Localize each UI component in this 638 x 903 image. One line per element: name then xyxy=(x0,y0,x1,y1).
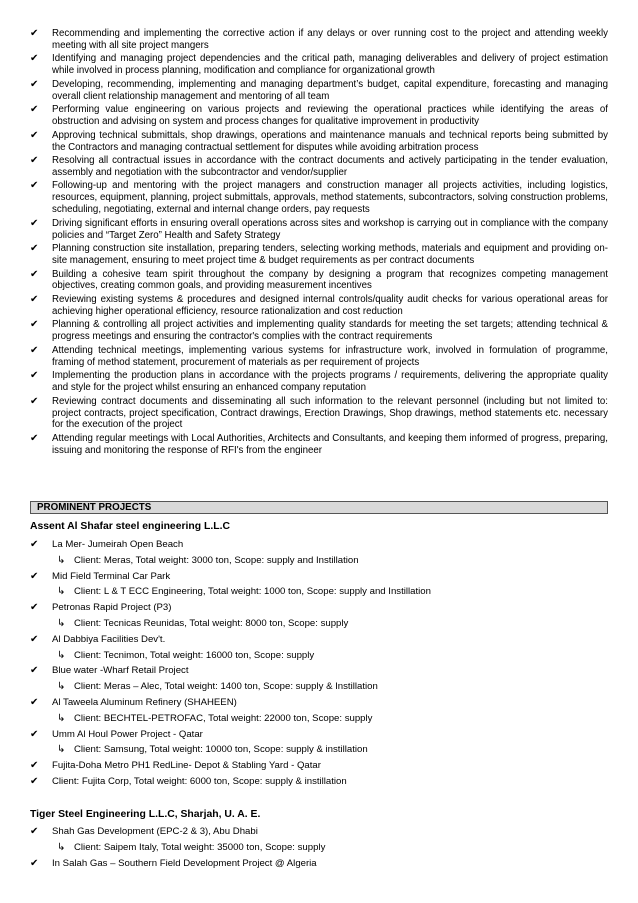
client-detail: ↳ Client: Meras – Alec, Total weight: 1400 ton, Scope: supply & Instillation xyxy=(30,679,608,695)
check-mark-icon: ✔ xyxy=(30,665,39,677)
check-mark-icon: ✔ xyxy=(30,602,39,614)
list-item: ✔ Attending regular meetings with Local Authorities, Architects and Consultants, and keeping them informed of progress, preparing, issuing and monitoring the response of RFI's from the engineer xyxy=(30,432,608,456)
check-mark-icon: ✔ xyxy=(30,633,39,645)
check-mark-icon: ✔ xyxy=(30,760,39,772)
check-mark-icon: ✔ xyxy=(30,155,39,167)
project-item: ✔ Fujita-Doha Metro PH1 RedLine- Depot & Stabling Yard - Qatar xyxy=(30,758,608,774)
list-item: ✔ Attending technical meetings, implementing various systems for infrastructure work, involved in formulation of programme, framing of method statement, procurement of materials as per requirement of projects xyxy=(30,344,608,368)
client-detail: ↳ Client: Saipem Italy, Total weight: 35000 ton, Scope: supply xyxy=(30,840,608,856)
list-item: ✔ Identifying and managing project dependencies and the critical path, managing deliverables and delivery of project estimation while involved in process planning, modification and compliance for organizational growth xyxy=(30,53,608,77)
check-mark-icon: ✔ xyxy=(30,104,39,116)
curved-arrow-icon: ↳ xyxy=(57,744,66,756)
list-item: ✔ Approving technical submittals, shop drawings, operations and maintenance manuals and technical reports being submitted by the Contractors and managing contractual settlement for disputes while avoiding arbitration process xyxy=(30,129,608,153)
check-mark-icon: ✔ xyxy=(30,370,39,382)
check-mark-icon: ✔ xyxy=(30,775,39,787)
list-item: ✔ Driving significant efforts in ensuring overall operations across sites and workshop is carrying out in compliance with the company policies and “Target Zero” Health and Safety Strategy xyxy=(30,217,608,241)
check-mark-icon: ✔ xyxy=(30,78,39,90)
check-mark-icon: ✔ xyxy=(30,432,39,444)
list-item: ✔ Following-up and mentoring with the project managers and construction manager all projects activities, including logistics, resources, equipment, planning, project submittals, approvals, method statements, subcontractors, solving construction problems, scheduling, negotiating, external and internal change orders, pay requests xyxy=(30,180,608,216)
client-detail: ↳ Client: Samsung, Total weight: 10000 ton, Scope: supply & instillation xyxy=(30,742,608,758)
list-item: ✔ Implementing the production plans in accordance with the projects programs / requirements, delivering the appropriate quality and style for the project whilst ensuring an enhanced company reputation xyxy=(30,370,608,394)
project-item: ✔ Shah Gas Development (EPC-2 & 3), Abu Dhabi xyxy=(30,824,608,840)
project-item: ✔ Client: Fujita Corp, Total weight: 6000 ton, Scope: supply & instillation xyxy=(30,774,608,790)
project-item: ✔ Mid Field Terminal Car Park xyxy=(30,569,608,585)
check-mark-icon: ✔ xyxy=(30,857,39,869)
project-list-assent xyxy=(30,537,608,790)
project-item: ✔ La Mer- Jumeirah Open Beach xyxy=(30,537,608,553)
check-mark-icon: ✔ xyxy=(30,539,39,550)
check-mark-icon: ✔ xyxy=(30,728,39,740)
project-item: ✔ Umm Al Houl Power Project - Qatar xyxy=(30,727,608,743)
check-mark-icon: ✔ xyxy=(30,53,39,65)
check-mark-icon: ✔ xyxy=(30,570,39,582)
curved-arrow-icon: ↳ xyxy=(57,617,66,629)
list-item: ✔ Reviewing existing systems & procedures and designed internal controls/quality audit checks for various operational areas for achieving higher operational efficiency, resource rationalization and cost reduction xyxy=(30,293,608,317)
check-mark-icon: ✔ xyxy=(30,217,39,229)
list-item: ✔ Planning & controlling all project activities and implementing quality standards for meeting the set targets; attending technical & progress meetings and ensuring the contractor's complies with the contract requirements xyxy=(30,319,608,343)
check-mark-icon: ✔ xyxy=(30,268,39,280)
company-heading: Tiger Steel Engineering L.L.C, Sharjah, U. A. E. xyxy=(30,809,261,820)
client-detail: ↳ Client: L & T ECC Engineering, Total weight: 1000 ton, Scope: supply and Instillation xyxy=(30,584,608,600)
section-heading-prominent-projects: PROMINENT PROJECTS xyxy=(30,501,608,514)
check-mark-icon: ✔ xyxy=(30,28,39,39)
check-mark-icon: ✔ xyxy=(30,293,39,305)
check-mark-icon: ✔ xyxy=(30,243,39,255)
curved-arrow-icon: ↳ xyxy=(57,681,66,693)
client-detail: ↳ Client: BECHTEL-PETROFAC, Total weight: 22000 ton, Scope: supply xyxy=(30,711,608,727)
check-mark-icon: ✔ xyxy=(30,344,39,356)
check-mark-icon: ✔ xyxy=(30,129,39,141)
client-detail: ↳ Client: Tecnimon, Total weight: 16000 ton, Scope: supply xyxy=(30,648,608,664)
curved-arrow-icon: ↳ xyxy=(57,649,66,661)
project-item: ✔ Blue water -Wharf Retail Project xyxy=(30,663,608,679)
list-item: ✔ Performing value engineering on various projects and reviewing the operational practices while identifying the areas of obstruction and advising on system and process changes for qualitative improvement in productivity xyxy=(30,104,608,128)
list-item: ✔ Recommending and implementing the corrective action if any delays or over running cost to the project and attending weekly meeting with all site project mangers xyxy=(30,28,608,51)
check-mark-icon: ✔ xyxy=(30,696,39,708)
list-item: ✔ Reviewing contract documents and disseminating all such information to the relevant personnel (including but not limited to: project contracts, project specification, Contract drawings, Erection Drawings, Shop drawings, method statements etc. necessary for the execution of the project xyxy=(30,395,608,431)
project-item: ✔ In Salah Gas – Southern Field Development Project @ Algeria xyxy=(30,856,608,872)
project-item: ✔ Al Dabbiya Facilities Dev't. xyxy=(30,632,608,648)
client-detail: ↳ Client: Tecnicas Reunidas, Total weight: 8000 ton, Scope: supply xyxy=(30,616,608,632)
curved-arrow-icon: ↳ xyxy=(57,586,66,598)
company-heading: Assent Al Shafar steel engineering L.L.C xyxy=(30,521,230,532)
check-mark-icon: ✔ xyxy=(30,826,39,837)
list-item: ✔ Developing, recommending, implementing and managing department’s budget, capital expenditure, forecasting and managing overall client relationship management and mentoring of all team xyxy=(30,78,608,102)
list-item: ✔ Resolving all contractual issues in accordance with the contract documents and actively participating in the tender evaluation, assembly and negotiation with the subcontractor and vendor/supplier xyxy=(30,155,608,178)
responsibilities-list xyxy=(30,28,608,458)
list-item: ✔ Building a cohesive team spirit throughout the company by designing a program that recognizes competing management objectives, creating common goals, and providing measurement incentives xyxy=(30,268,608,292)
check-mark-icon: ✔ xyxy=(30,180,39,192)
project-item: ✔ Al Taweela Aluminum Refinery (SHAHEEN) xyxy=(30,695,608,711)
curved-arrow-icon: ↳ xyxy=(57,841,66,853)
check-mark-icon: ✔ xyxy=(30,395,39,407)
project-item: ✔ Petronas Rapid Project (P3) xyxy=(30,600,608,616)
curved-arrow-icon: ↳ xyxy=(57,712,66,724)
check-mark-icon: ✔ xyxy=(30,319,39,331)
project-list-tiger xyxy=(30,824,608,871)
list-item: ✔ Planning construction site installation, preparing tenders, selecting working methods, materials and equipment and providing on-site management, ensuring to meet project time & budget requirements as per contract documents xyxy=(30,243,608,267)
curved-arrow-icon: ↳ xyxy=(57,554,66,566)
client-detail: ↳ Client: Meras, Total weight: 3000 ton, Scope: supply and Instillation xyxy=(30,553,608,569)
